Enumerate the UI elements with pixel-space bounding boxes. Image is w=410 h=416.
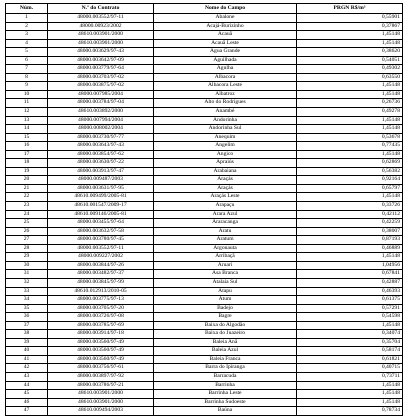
table-row xyxy=(6,167,403,176)
price-value: 1,45148 xyxy=(297,398,403,407)
row-number: 4 xyxy=(6,39,48,48)
row-number: 39 xyxy=(6,338,48,347)
row-number: 38 xyxy=(6,330,48,339)
table-row xyxy=(6,14,403,23)
field-name: Albatroz xyxy=(154,90,297,99)
price-value: 0,77435 xyxy=(297,142,403,151)
row-number: 43 xyxy=(6,372,48,381)
contract-number: 48000.003560/97-49 xyxy=(48,347,154,356)
table-row xyxy=(6,82,403,91)
table-row xyxy=(6,99,403,108)
field-name: Baleia Anã xyxy=(154,338,297,347)
price-value: 1,45148 xyxy=(297,116,403,125)
row-number: 14 xyxy=(6,125,48,134)
price-value: 0,78734 xyxy=(297,407,403,416)
field-name: Atalaia Sul xyxy=(154,278,297,287)
table-row xyxy=(6,407,403,416)
field-name: Acauã Leste xyxy=(154,39,297,48)
price-value: 0,49302 xyxy=(297,65,403,74)
price-value: 0,56382 xyxy=(297,167,403,176)
field-name: Andorinha Sul xyxy=(154,125,297,134)
price-value: 0,63550 xyxy=(297,73,403,82)
contract-number: 48000.008002/2004 xyxy=(48,125,154,134)
row-number: 15 xyxy=(6,133,48,142)
contract-number: 48000.003643/97-43 xyxy=(48,142,154,151)
contract-number: 48000.003779/97-64 xyxy=(48,65,154,74)
table-row xyxy=(6,364,403,373)
row-number: 19 xyxy=(6,167,48,176)
price-value: 1,45148 xyxy=(297,82,403,91)
field-name: Bagre xyxy=(154,313,297,322)
row-number: 41 xyxy=(6,355,48,364)
contract-number: 48000.003913/97-47 xyxy=(48,167,154,176)
contract-number: 48000.003630/97-22 xyxy=(48,159,154,168)
contract-number: 48000.003632/97-58 xyxy=(48,227,154,236)
row-number: 12 xyxy=(6,108,48,117)
header-price: PRGN R$/m³ xyxy=(297,4,403,14)
row-number: 11 xyxy=(6,99,48,108)
contract-number: 48000.009487/2003 xyxy=(48,176,154,185)
price-value: 0,38620 xyxy=(297,48,403,57)
contract-number: 48000.003705/97-20 xyxy=(48,304,154,313)
field-name: Arabaiana xyxy=(154,167,297,176)
row-number: 25 xyxy=(6,219,48,228)
row-number: 18 xyxy=(6,159,48,168)
table-row xyxy=(6,347,403,356)
row-number: 45 xyxy=(6,390,48,399)
table-row xyxy=(6,65,403,74)
price-value: 0,65797 xyxy=(297,184,403,193)
field-name: Acauã xyxy=(154,31,297,40)
contract-number: 48000.003786/97-21 xyxy=(48,381,154,390)
field-name: Agulha xyxy=(154,65,297,74)
field-name: Abalone xyxy=(154,14,297,23)
row-number: 24 xyxy=(6,210,48,219)
field-name: Barrinha Sudoeste xyxy=(154,398,297,407)
table-row xyxy=(6,176,403,185)
field-name: Atapu xyxy=(154,287,297,296)
price-value: 1,45148 xyxy=(297,90,403,99)
price-value: 0,42887 xyxy=(297,278,403,287)
price-value: 0,62869 xyxy=(297,159,403,168)
field-name: Angelim xyxy=(154,142,297,151)
price-value: 0,37867 xyxy=(297,22,403,31)
field-name: Araçás xyxy=(154,176,297,185)
field-name: Aratum xyxy=(154,236,297,245)
table-row xyxy=(6,184,403,193)
table-row xyxy=(6,108,403,117)
price-value: 0,54051 xyxy=(297,56,403,65)
price-value: 1,45148 xyxy=(297,321,403,330)
price-value: 1,45148 xyxy=(297,381,403,390)
row-number: 20 xyxy=(6,176,48,185)
price-value: 1,04956 xyxy=(297,261,403,270)
contract-number: 48610.001547/2009-17 xyxy=(48,202,154,211)
price-value: 0,40715 xyxy=(297,364,403,373)
table-row xyxy=(6,22,403,31)
row-number: 5 xyxy=(6,48,48,57)
contract-number: 48000.009227/2002 xyxy=(48,253,154,262)
row-number: 9 xyxy=(6,82,48,91)
field-name: Acajá-Burizinho xyxy=(154,22,297,31)
field-name: Albacora Leste xyxy=(154,82,297,91)
table-row xyxy=(6,313,403,322)
field-name: Alto do Rodrigues xyxy=(154,99,297,108)
row-number: 1 xyxy=(6,14,48,23)
header-num: Núm. xyxy=(6,4,48,14)
contract-number: 48000.003844/97-26 xyxy=(48,261,154,270)
contract-number: 48000.003455/97-64 xyxy=(48,219,154,228)
field-name: Arribaçã xyxy=(154,253,297,262)
table-row xyxy=(6,31,403,40)
field-name: Aratu xyxy=(154,227,297,236)
contract-number: 48000.003785/97-69 xyxy=(48,321,154,330)
table-row xyxy=(6,338,403,347)
row-number: 23 xyxy=(6,202,48,211)
table-row xyxy=(6,219,403,228)
price-value: 0,34074 xyxy=(297,330,403,339)
field-name: Albacora xyxy=(154,73,297,82)
field-name: Arapaçu xyxy=(154,202,297,211)
contract-number: 48610.003901/2000 xyxy=(48,390,154,399)
contract-number: 48000.003897/97-92 xyxy=(48,372,154,381)
contract-number: 48000.003854/97-62 xyxy=(48,150,154,159)
contract-number: 48610.009499/2005-81 xyxy=(48,193,154,202)
field-name: Baixa do Juazeiro xyxy=(154,330,297,339)
field-name: Araracanga xyxy=(154,219,297,228)
row-number: 6 xyxy=(6,56,48,65)
row-number: 2 xyxy=(6,22,48,31)
contract-number: 48000.003775/97-13 xyxy=(48,296,154,305)
price-value: 0,46393 xyxy=(297,287,403,296)
row-number: 21 xyxy=(6,184,48,193)
table-row xyxy=(6,330,403,339)
table-row xyxy=(6,321,403,330)
table-row xyxy=(6,278,403,287)
header-row xyxy=(6,4,403,14)
contract-number: 48000.003552/97-11 xyxy=(48,244,154,253)
table-row xyxy=(6,304,403,313)
table-row xyxy=(6,372,403,381)
row-number: 33 xyxy=(6,287,48,296)
field-name: Anambé xyxy=(154,108,297,117)
price-value: 0,54598 xyxy=(297,313,403,322)
table-row xyxy=(6,56,403,65)
field-name: Baixa do Algodão xyxy=(154,321,297,330)
row-number: 16 xyxy=(6,142,48,151)
price-value: 0,26736 xyxy=(297,99,403,108)
price-value: 0,58174 xyxy=(297,347,403,356)
field-name: Araçás Leste xyxy=(154,193,297,202)
field-name: Badejo xyxy=(154,304,297,313)
row-number: 29 xyxy=(6,253,48,262)
row-number: 8 xyxy=(6,73,48,82)
price-value: 1,45148 xyxy=(297,253,403,262)
row-number: 34 xyxy=(6,296,48,305)
table-row xyxy=(6,381,403,390)
contract-number: 48000.003629/97-43 xyxy=(48,48,154,57)
price-value: 0,49278 xyxy=(297,108,403,117)
table-row xyxy=(6,48,403,57)
field-name: Barracuda xyxy=(154,372,297,381)
contract-number: 48000.003875/97-02 xyxy=(48,82,154,91)
table-row xyxy=(6,125,403,134)
price-value: 0,61821 xyxy=(297,355,403,364)
table-row xyxy=(6,39,403,48)
field-name: Argonauta xyxy=(154,244,297,253)
row-number: 28 xyxy=(6,244,48,253)
row-number: 40 xyxy=(6,347,48,356)
table-row xyxy=(6,159,403,168)
header-field-name: Nome do Campo xyxy=(154,4,297,14)
table-row xyxy=(6,253,403,262)
price-value: 0,53678 xyxy=(297,133,403,142)
row-number: 31 xyxy=(6,270,48,279)
price-value: 0,73711 xyxy=(297,372,403,381)
field-name: Angico xyxy=(154,150,297,159)
price-value: 0,42112 xyxy=(297,210,403,219)
contract-number: 48000.003560/97-49 xyxy=(48,355,154,364)
row-number: 13 xyxy=(6,116,48,125)
table-row xyxy=(6,355,403,364)
price-value: 0,67841 xyxy=(297,270,403,279)
price-value: 0,33726 xyxy=(297,202,403,211)
table-row xyxy=(6,244,403,253)
table-row xyxy=(6,193,403,202)
price-value: 1,45148 xyxy=(297,125,403,134)
field-name: Asa Branca xyxy=(154,270,297,279)
contract-number: 48000.007994/2004 xyxy=(48,116,154,125)
row-number: 17 xyxy=(6,150,48,159)
field-name: Barrinha Leste xyxy=(154,390,297,399)
table-row xyxy=(6,73,403,82)
contract-number: 48610.012913/2010-05 xyxy=(48,287,154,296)
row-number: 32 xyxy=(6,278,48,287)
field-name: Apraiús xyxy=(154,159,297,168)
price-value: 0,57291 xyxy=(297,304,403,313)
field-name: Aruari xyxy=(154,261,297,270)
row-number: 37 xyxy=(6,321,48,330)
row-number: 42 xyxy=(6,364,48,373)
price-value: 0,55901 xyxy=(297,14,403,23)
row-number: 44 xyxy=(6,381,48,390)
table-row xyxy=(6,150,403,159)
row-number: 30 xyxy=(6,261,48,270)
contract-number: 48610.003901/2000 xyxy=(48,31,154,40)
contract-number: 48000.003845/97-99 xyxy=(48,278,154,287)
field-name: Arara Azul xyxy=(154,210,297,219)
contract-number: 48610.003892/2000 xyxy=(48,108,154,117)
contract-number: 48610.009494/2003 xyxy=(48,407,154,416)
contract-number: 48000.003560/97-49 xyxy=(48,338,154,347)
contract-number: 48000.003552/97-11 xyxy=(48,14,154,23)
table-row xyxy=(6,116,403,125)
price-value: 1,45148 xyxy=(297,39,403,48)
field-name: Andorinha xyxy=(154,116,297,125)
contract-number: 48000.003914/97-18 xyxy=(48,330,154,339)
row-number: 26 xyxy=(6,227,48,236)
table-row xyxy=(6,210,403,219)
price-value: 0,38007 xyxy=(297,227,403,236)
field-name: Baleia Azul xyxy=(154,347,297,356)
row-number: 27 xyxy=(6,236,48,245)
table-row xyxy=(6,236,403,245)
row-number: 35 xyxy=(6,304,48,313)
price-value: 1,45148 xyxy=(297,150,403,159)
row-number: 36 xyxy=(6,313,48,322)
table-row xyxy=(6,90,403,99)
field-name: Barra do Ipiranga xyxy=(154,364,297,373)
price-value: 0,35704 xyxy=(297,338,403,347)
table-row xyxy=(6,287,403,296)
row-number: 47 xyxy=(6,407,48,416)
table-row xyxy=(6,398,403,407)
price-value: 0,92164 xyxy=(297,176,403,185)
row-number: 46 xyxy=(6,398,48,407)
price-value: 0,61375 xyxy=(297,296,403,305)
field-name: Agua Grande xyxy=(154,48,297,57)
row-number: 22 xyxy=(6,193,48,202)
header-contract: N.º do Contrato xyxy=(48,4,154,14)
table-body xyxy=(6,14,403,416)
field-name: Anequim xyxy=(154,133,297,142)
row-number: 7 xyxy=(6,65,48,74)
price-value: 0,42259 xyxy=(297,219,403,228)
table-row xyxy=(6,390,403,399)
table-row xyxy=(6,133,403,142)
contract-number: 48000.00923/2002 xyxy=(48,22,154,31)
table-row xyxy=(6,261,403,270)
contract-number: 48610.003901/2000 xyxy=(48,39,154,48)
table-row xyxy=(6,202,403,211)
contract-number: 48000.003726/97-08 xyxy=(48,313,154,322)
contract-number: 48000.003631/97-95 xyxy=(48,184,154,193)
contract-number: 48000.003784/97-04 xyxy=(48,99,154,108)
price-table xyxy=(5,3,403,416)
contract-number: 48610.009146/2005-81 xyxy=(48,210,154,219)
table-row xyxy=(6,142,403,151)
field-name: Baleia Franca xyxy=(154,355,297,364)
price-value: 1,45148 xyxy=(297,390,403,399)
field-name: Barrinha xyxy=(154,381,297,390)
contract-number: 48000.003780/97-45 xyxy=(48,236,154,245)
row-number: 10 xyxy=(6,90,48,99)
row-number: 3 xyxy=(6,31,48,40)
table-row xyxy=(6,296,403,305)
field-name: Baúna xyxy=(154,407,297,416)
contract-number: 48000.007985/2004 xyxy=(48,90,154,99)
price-value: 0,87193 xyxy=(297,236,403,245)
contract-number: 48000.003756/97-61 xyxy=(48,364,154,373)
contract-number: 48000.003642/97-09 xyxy=(48,56,154,65)
contract-number: 48000.003730/97-77 xyxy=(48,133,154,142)
table-header xyxy=(6,4,403,14)
contract-number: 48000.003482/97-37 xyxy=(48,270,154,279)
table-row xyxy=(6,270,403,279)
contract-number: 48610.003901/2000 xyxy=(48,398,154,407)
price-value: 1,45148 xyxy=(297,31,403,40)
table-row xyxy=(6,227,403,236)
contract-number: 48000.003703/97-02 xyxy=(48,73,154,82)
price-value: 1,45148 xyxy=(297,193,403,202)
field-name: Araçás xyxy=(154,184,297,193)
price-value: 0,46889 xyxy=(297,244,403,253)
field-name: Aguilhada xyxy=(154,56,297,65)
field-name: Atum xyxy=(154,296,297,305)
